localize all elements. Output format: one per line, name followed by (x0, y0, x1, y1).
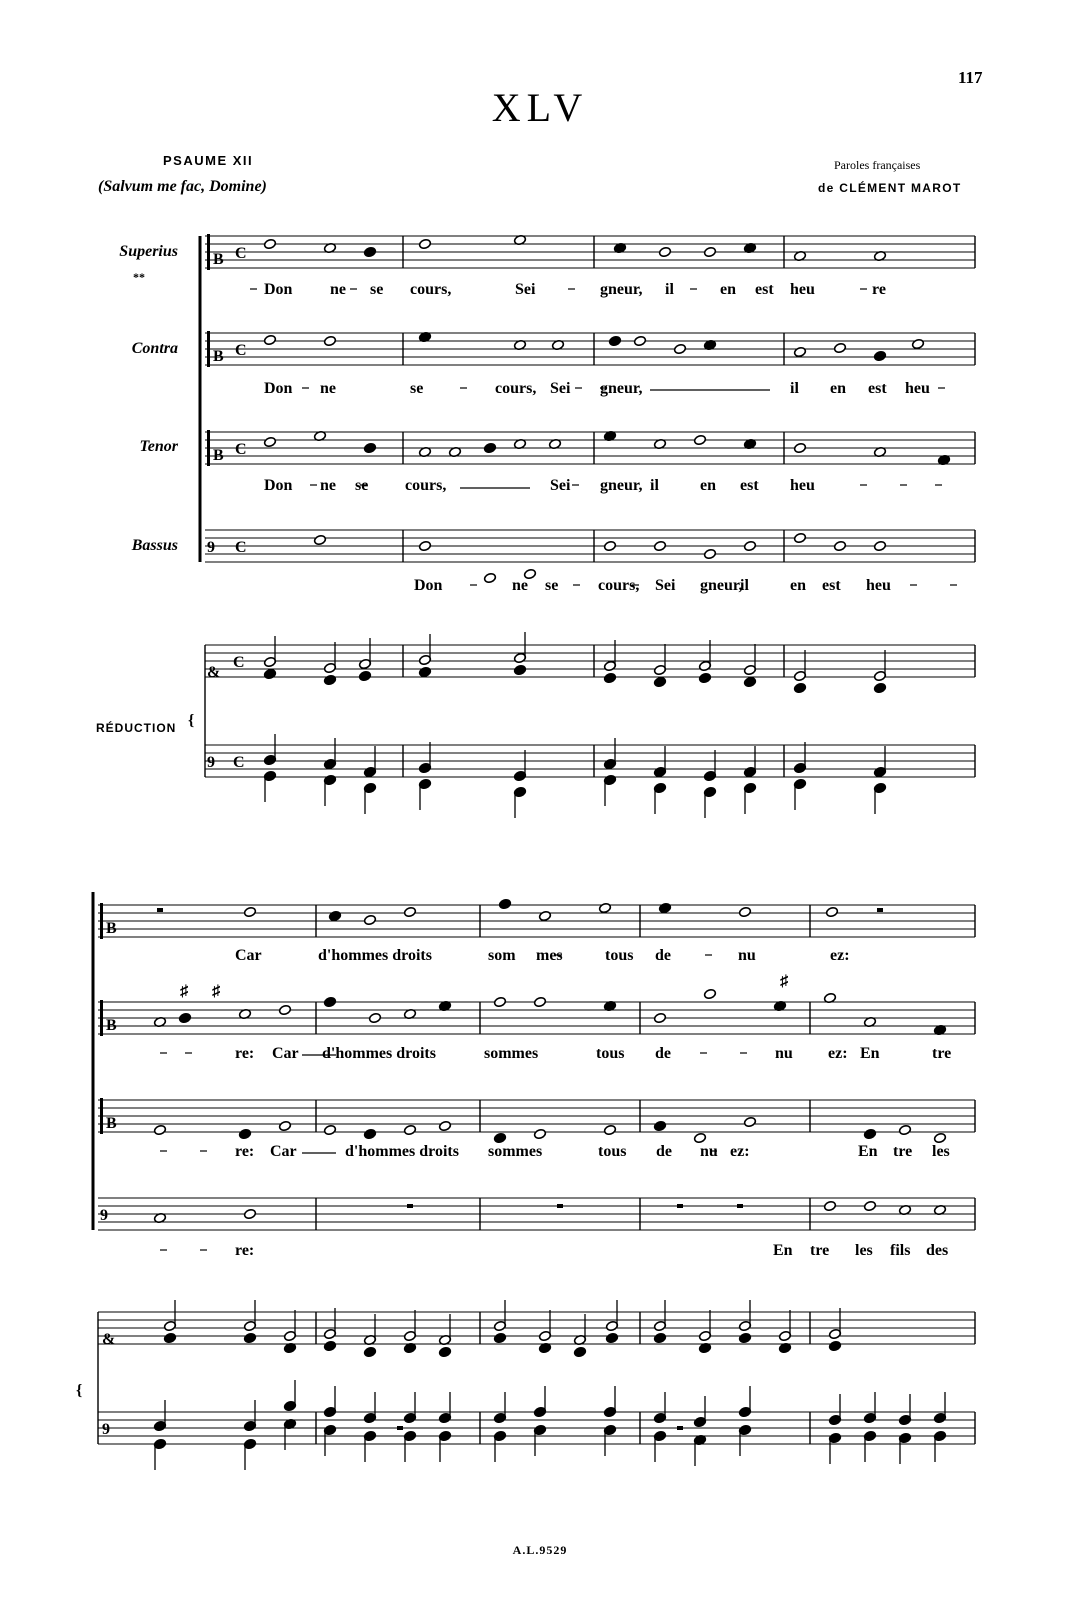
note-sys1-v1 (608, 335, 621, 346)
note-sys2-v0 (243, 906, 256, 917)
c-clef-icon: B (213, 348, 224, 365)
lyrics-sys2-superius: nu (738, 947, 756, 964)
lyrics-sys1-tenor: cours, (405, 477, 447, 494)
lyrics-sys1-tenor: ne (320, 477, 336, 494)
rest (407, 1204, 413, 1208)
superius-footnote-mark: ** (133, 270, 145, 284)
lyrics-sys2-tenor: tous (598, 1143, 627, 1160)
note-sys2-v2 (153, 1124, 166, 1135)
time-signature-icon: C (233, 754, 245, 771)
lyrics-sys1-tenor: se (355, 477, 369, 494)
note-red2-treble (363, 1346, 376, 1357)
lyrics-sys1-bassus: gneur, (700, 577, 743, 594)
lyrics-sys1-bassus: en (790, 577, 806, 594)
lyrics-sys1-tenor: Sei (550, 477, 571, 494)
rest (677, 1204, 683, 1208)
lyrics-sys1-contra: heu (905, 380, 930, 397)
lyrics-credit-line-1: Paroles françaises (834, 158, 921, 172)
c-clef-bar (100, 903, 103, 939)
note-sys1-v1 (793, 346, 806, 357)
note-sys1-v0 (418, 238, 431, 249)
lyrics-sys2-superius: de (655, 947, 671, 964)
note-sys2-v2 (603, 1124, 616, 1135)
note-sys1-v1 (873, 350, 886, 361)
note-sys2-v1 (323, 996, 336, 1007)
c-clef-icon: B (213, 447, 224, 464)
note-red2-treble (163, 1332, 176, 1343)
lyrics-sys1-tenor: en (700, 477, 716, 494)
c-clef-bar (100, 1098, 103, 1134)
time-signature-icon: C (233, 654, 245, 671)
lyrics-sys2-superius: tous (605, 947, 634, 964)
note-sys2-v2 (653, 1120, 666, 1131)
voice-label-tenor: Tenor (139, 438, 178, 455)
psalm-number: PSAUME XII (163, 153, 254, 168)
lyrics-sys1-contra: Don (264, 380, 293, 397)
note-sys2-v2 (323, 1124, 336, 1135)
note-sys1-v3 (418, 540, 431, 551)
note-sys2-v2 (278, 1120, 291, 1131)
note-sys1-v0 (703, 246, 716, 257)
note-sys1-v0 (658, 246, 671, 257)
piece-title: XLV (491, 85, 589, 130)
note-sys2-v1 (653, 1012, 666, 1023)
lyrics-sys2-tenor: tre (893, 1143, 913, 1160)
lyrics-sys2-tenor: de (656, 1143, 672, 1160)
note-sys2-v2 (533, 1128, 546, 1139)
note-sys1-v1 (911, 338, 924, 349)
note-red2-treble (738, 1332, 751, 1343)
note-sys2-v1 (278, 1004, 291, 1015)
lyrics-sys1-superius: cours, (410, 281, 452, 298)
lyrics-sys1-bassus: Sei (655, 577, 676, 594)
lyrics-sys2-superius: d'hommes droits (318, 947, 432, 964)
note-red1-treble (698, 672, 711, 683)
lyrics-sys1-contra: se (410, 380, 424, 397)
note-sys1-v3 (603, 540, 616, 551)
note-red2-treble (438, 1346, 451, 1357)
note-red1-treble (323, 674, 336, 685)
time-signature-icon: C (235, 441, 247, 458)
c-clef-icon: B (106, 1017, 117, 1034)
note-red1-treble (793, 682, 806, 693)
c-clef-icon: B (106, 920, 117, 937)
note-sys2-v0 (658, 902, 671, 913)
lyrics-sys1-bassus: il (740, 577, 749, 594)
note-red1-treble (743, 676, 756, 687)
lyrics-sys1-tenor: est (740, 477, 759, 494)
lyrics-sys1-bassus: est (822, 577, 841, 594)
note-sys2-v2 (743, 1116, 756, 1127)
note-sys2-v2 (438, 1120, 451, 1131)
lyrics-sys2-contra: ez: (828, 1045, 848, 1062)
note-sys1-v1 (833, 342, 846, 353)
note-sys2-v2 (933, 1132, 946, 1143)
note-red2-treble (323, 1340, 336, 1351)
note-sys1-v2 (793, 442, 806, 453)
lyrics-sys2-tenor: re: (235, 1143, 255, 1160)
lyrics-sys1-bassus: cours, (598, 577, 640, 594)
note-sys2-v2 (238, 1128, 251, 1139)
lyrics-sys2-tenor: sommes (488, 1143, 543, 1160)
note-red1-treble (418, 666, 431, 677)
note-sys1-v0 (263, 238, 276, 249)
g-clef-icon: & (102, 1331, 116, 1348)
note-sys2-v0 (328, 910, 341, 921)
lyrics-sys1-tenor: heu (790, 477, 815, 494)
voice-label-superius: Superius (119, 243, 178, 260)
note-sys2-v2 (898, 1124, 911, 1135)
lyrics-sys2-tenor: les (932, 1143, 950, 1160)
rest (557, 1204, 563, 1208)
lyrics-sys2-superius: mes (536, 947, 563, 964)
lyrics-sys2-contra: re: (235, 1045, 255, 1062)
lyrics-sys2-contra: de (655, 1045, 671, 1062)
lyrics-sys1-superius: il (665, 281, 674, 298)
note-red2-treble (653, 1332, 666, 1343)
lyrics-sys1-tenor: il (650, 477, 659, 494)
note-sys1-v2 (363, 442, 376, 453)
note-sys2-v0 (538, 910, 551, 921)
lyrics-sys2-bassus: En (773, 1242, 793, 1259)
footer-catalog-code: A.L.9529 (512, 1543, 568, 1557)
note-sys1-v0 (363, 246, 376, 257)
lyrics-sys2-contra: tre (932, 1045, 952, 1062)
c-clef-bar (207, 331, 210, 367)
lyrics-sys1-superius: heu (790, 281, 815, 298)
lyrics-sys1-contra: il (790, 380, 799, 397)
lyrics-sys1-bassus: ne (512, 577, 528, 594)
psalm-latin-title: (Salvum me fac, Domine) (98, 178, 267, 195)
note-sys1-v2 (483, 442, 496, 453)
lyrics-sys1-bassus: Don (414, 577, 443, 594)
note-sys2-v1 (493, 996, 506, 1007)
lyrics-sys2-bassus: tre (810, 1242, 830, 1259)
voice-label-reduction: RÉDUCTION (96, 721, 177, 735)
note-sys2-v0 (363, 914, 376, 925)
note-sys1-v3 (793, 532, 806, 543)
note-sys1-v3 (833, 540, 846, 551)
note-red1-treble (653, 676, 666, 687)
lyrics-sys1-tenor: gneur, (600, 477, 643, 494)
note-red2-treble (573, 1346, 586, 1357)
lyrics-sys1-bassus: se (545, 577, 559, 594)
f-clef-icon: 9 (102, 1421, 110, 1438)
sharp-icon: ♯ (780, 973, 788, 990)
note-sys2-v3 (243, 1208, 256, 1219)
sharp-icon: ♯ (180, 983, 188, 1000)
lyrics-sys2-bassus: fils (890, 1242, 911, 1259)
lyrics-sys2-bassus: des (926, 1242, 949, 1259)
note-red2-treble (828, 1340, 841, 1351)
rest (157, 908, 163, 912)
lyrics-sys1-superius: en (720, 281, 736, 298)
lyrics-sys1-superius: Sei (515, 281, 536, 298)
lyrics-sys2-contra: sommes (484, 1045, 539, 1062)
lyrics-sys1-bassus: heu (866, 577, 891, 594)
note-sys1-v1 (633, 335, 646, 346)
lyrics-sys1-contra: ne (320, 380, 336, 397)
note-sys2-v1 (703, 988, 716, 999)
voice-label-contra: Contra (131, 340, 178, 357)
f-clef-icon: 9 (207, 754, 215, 771)
note-sys1-v3 (743, 540, 756, 551)
note-sys1-v3 (313, 534, 326, 545)
lyrics-sys2-bassus: les (855, 1242, 873, 1259)
c-clef-bar (100, 1000, 103, 1036)
note-red1-treble (603, 672, 616, 683)
note-sys2-v0 (825, 906, 838, 917)
page-number: 117 (958, 68, 983, 87)
note-red1-treble (513, 664, 526, 675)
lyrics-sys1-tenor: Don (264, 477, 293, 494)
c-clef-icon: B (106, 1115, 117, 1132)
lyrics-sys1-superius: re (872, 281, 886, 298)
lyrics-sys2-tenor: nu (700, 1143, 718, 1160)
note-sys2-v3 (863, 1200, 876, 1211)
note-sys2-v0 (498, 898, 511, 909)
c-clef-bar (207, 234, 210, 270)
lyrics-sys2-superius: ez: (830, 947, 850, 964)
lyrics-sys1-contra: gneur, (600, 380, 643, 397)
lyrics-sys2-tenor: En (858, 1143, 878, 1160)
note-red2-treble (243, 1332, 256, 1343)
note-red2-treble (605, 1332, 618, 1343)
lyrics-sys2-tenor: Car (270, 1143, 297, 1160)
reduction-brace-icon: { (188, 712, 195, 729)
lyrics-credit-line-2: de CLÉMENT MAROT (818, 181, 962, 195)
lyrics-sys1-superius: Don (264, 281, 293, 298)
rest (877, 908, 883, 912)
note-sys1-v1 (323, 335, 336, 346)
lyrics-sys2-contra: nu (775, 1045, 793, 1062)
note-red1-treble (358, 670, 371, 681)
note-sys2-v2 (363, 1128, 376, 1139)
lyrics-sys2-contra: En (860, 1045, 880, 1062)
time-signature-icon: C (235, 539, 247, 556)
note-sys1-v2 (263, 436, 276, 447)
note-sys2-v2 (693, 1132, 706, 1143)
g-clef-icon: & (207, 664, 221, 681)
lyrics-sys1-contra: est (868, 380, 887, 397)
note-sys1-v1 (673, 343, 686, 354)
note-sys2-v2 (863, 1128, 876, 1139)
note-sys2-v2 (403, 1124, 416, 1135)
note-sys1-v3 (653, 540, 666, 551)
f-clef-icon: 9 (100, 1207, 108, 1224)
note-sys2-v1 (533, 996, 546, 1007)
note-sys1-v2 (693, 434, 706, 445)
c-clef-icon: B (213, 251, 224, 268)
lyrics-sys1-contra: Sei (550, 380, 571, 397)
note-sys1-v1 (263, 334, 276, 345)
sharp-icon: ♯ (212, 983, 220, 1000)
lyrics-sys1-superius: ne (330, 281, 346, 298)
note-sys1-v3 (873, 540, 886, 551)
lyrics-sys2-tenor: d'hommes droits (345, 1143, 459, 1160)
note-sys2-v0 (403, 906, 416, 917)
lyrics-sys2-contra: tous (596, 1045, 625, 1062)
rest (677, 1426, 683, 1430)
lyrics-sys1-contra: en (830, 380, 846, 397)
note-sys2-v0 (738, 906, 751, 917)
lyrics-sys2-contra: Car (272, 1045, 299, 1062)
lyrics-sys2-contra: d'hommes droits (322, 1045, 436, 1062)
note-sys2-v0 (598, 902, 611, 913)
lyrics-sys2-tenor: ez: (730, 1143, 750, 1160)
note-sys1-v3 (483, 572, 496, 583)
lyrics-sys1-superius: est (755, 281, 774, 298)
lyrics-sys2-superius: Car (235, 947, 262, 964)
note-sys1-v3 (703, 548, 716, 559)
time-signature-icon: C (235, 245, 247, 262)
note-sys2-v1 (368, 1012, 381, 1023)
note-red1-treble (263, 668, 276, 679)
note-sys2-v1 (178, 1012, 191, 1023)
lyrics-sys1-contra: cours, (495, 380, 537, 397)
c-clef-bar (207, 430, 210, 466)
lyrics-sys1-superius: se (370, 281, 384, 298)
f-clef-icon: 9 (207, 539, 215, 556)
rest (737, 1204, 743, 1208)
lyrics-sys2-superius: som (488, 947, 516, 964)
lyrics-sys2-bassus: re: (235, 1242, 255, 1259)
note-sys2-v2 (493, 1132, 506, 1143)
lyrics-sys1-superius: gneur, (600, 281, 643, 298)
note-red2-treble (493, 1332, 506, 1343)
voice-label-bassus: Bassus (131, 537, 178, 554)
rest (397, 1426, 403, 1430)
note-sys2-v3 (823, 1200, 836, 1211)
time-signature-icon: C (235, 342, 247, 359)
note-red1-treble (873, 682, 886, 693)
reduction-brace-icon: { (76, 1382, 83, 1399)
